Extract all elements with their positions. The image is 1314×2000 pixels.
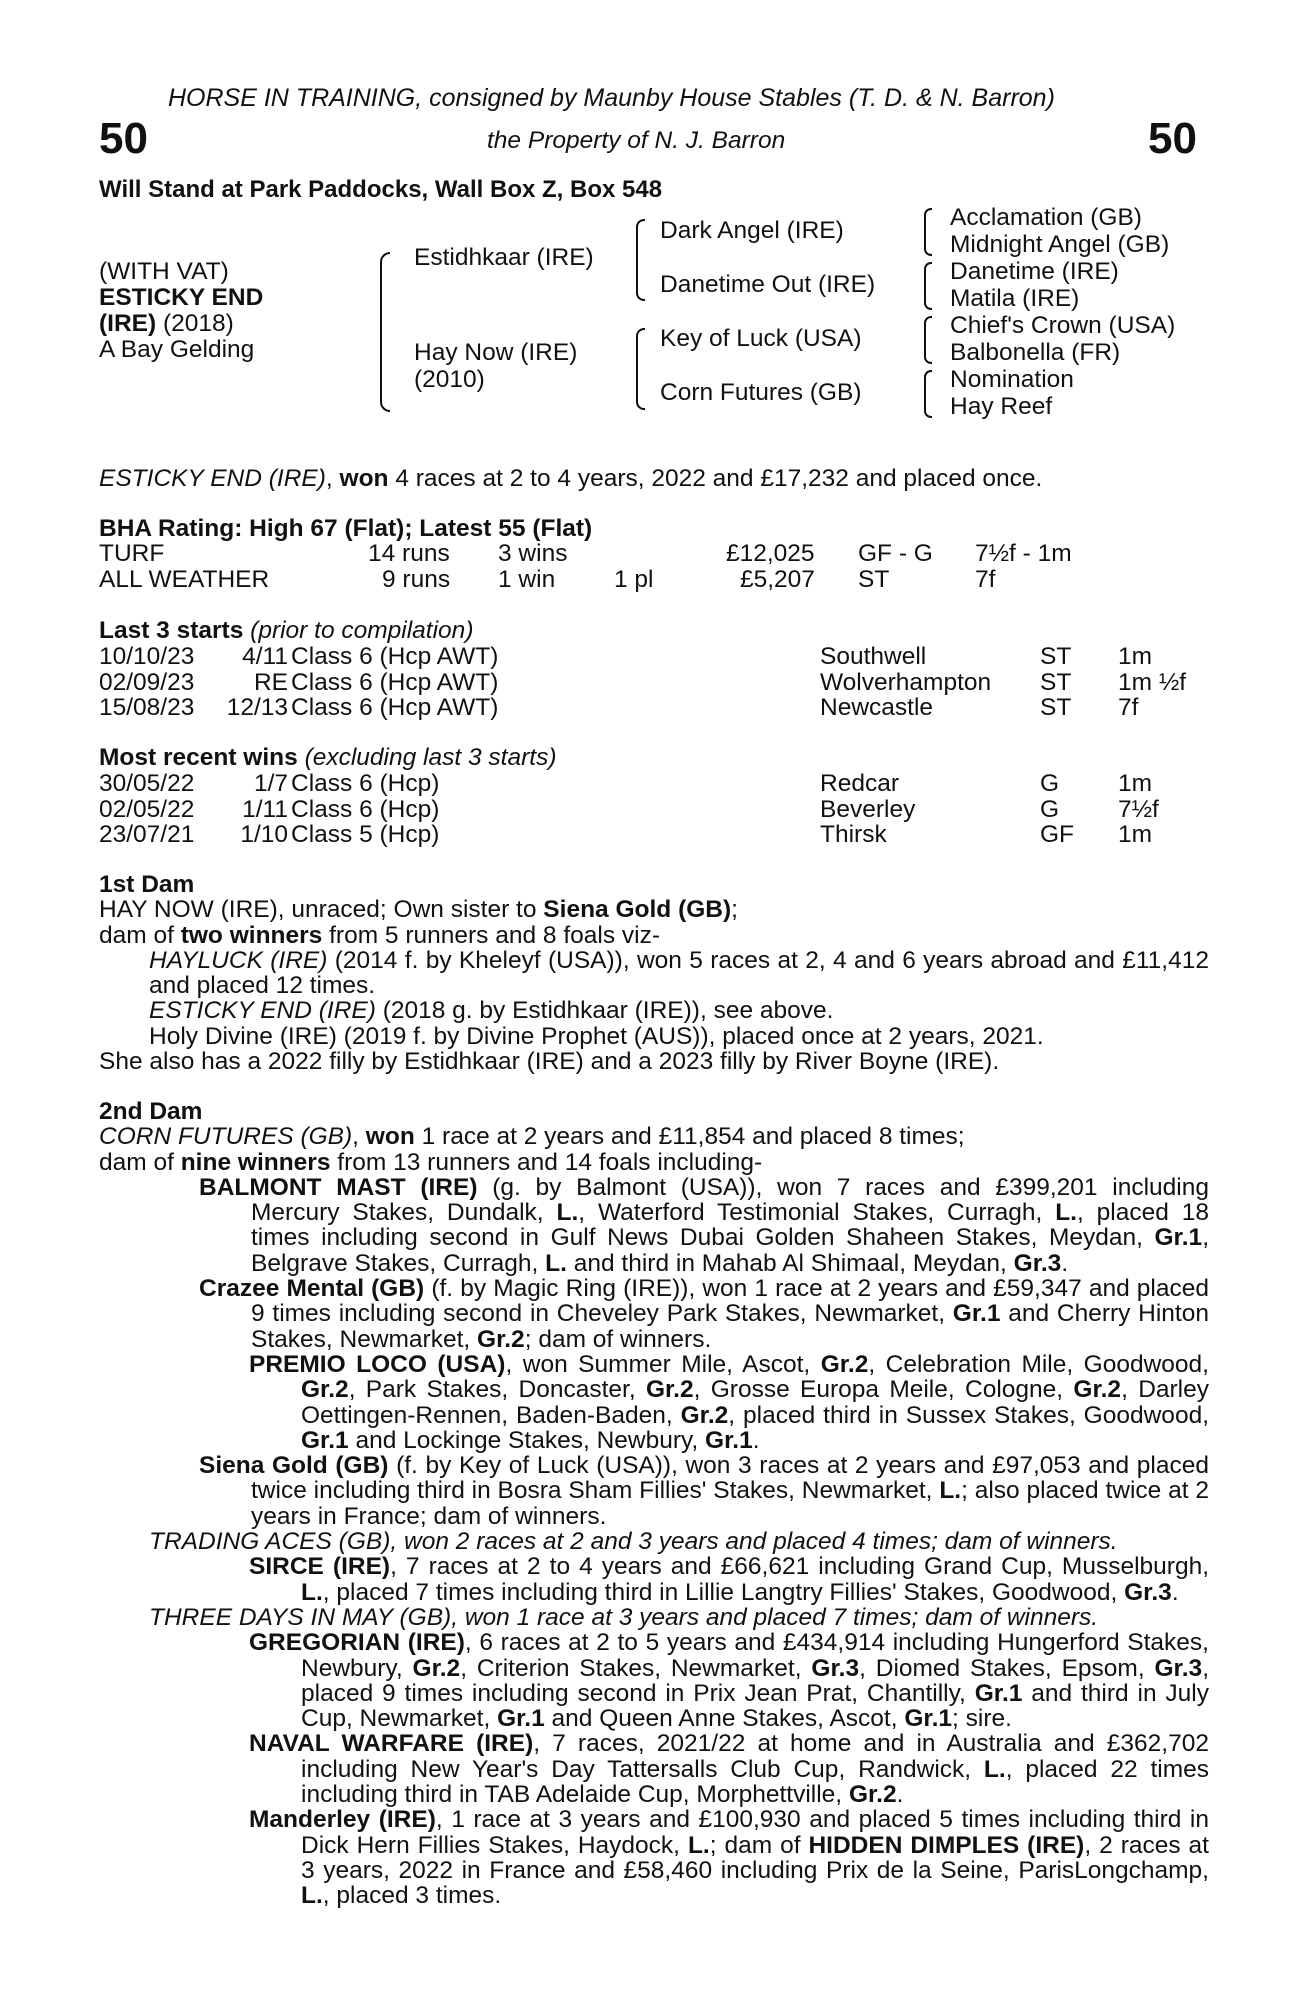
race-cell-course: Thirsk (820, 821, 887, 848)
sd-l1b: , (352, 1123, 366, 1151)
race-cell-pos: 12/13 (226, 694, 288, 721)
race-summary: ESTICKY END (IRE), won 4 races at 2 to 4 years, 2022 and £17,232 and placed once. (99, 465, 1043, 492)
text-segment: L. (687, 1831, 710, 1859)
text-segment: , won 1 race at 3 years and placed 7 times; dam of winners. (451, 1603, 1099, 1631)
ped-sds: Danetime (IRE) (950, 258, 1119, 285)
text-segment: . (1061, 1249, 1069, 1277)
rating-wins-aw: 1 win (498, 566, 556, 593)
text-segment: Gr.2 (680, 1401, 729, 1429)
first-dam-produce-1 (99, 948, 1209, 999)
brace-dd (924, 370, 932, 418)
rating-row (99, 541, 164, 566)
text-segment: HIDDEN DIMPLES (IRE) (808, 1831, 1085, 1859)
race-cell-date: 23/07/21 (99, 821, 195, 848)
first-dam-section (99, 872, 1209, 1074)
race-cell-pos: 1/10 (240, 821, 288, 848)
second-dam-line1 (99, 1124, 1209, 1149)
text-segment: and Lockinge Stakes, Newbury, (348, 1426, 706, 1454)
produce-siena (99, 1453, 1209, 1529)
sire-name: Estidhkaar (IRE) (414, 244, 594, 271)
text-segment: , placed 9 times including second in Prix Jean Prat, Chantilly, (301, 1654, 1209, 1707)
text-segment: (f. by Magic Ring (IRE)), won 1 race at 2 years and £59,347 and placed 9 times including second in Cheveley Park Stakes, Newmarket, (251, 1275, 1210, 1328)
text-segment: L. (983, 1755, 1006, 1783)
race-cell-date: 30/05/22 (99, 770, 195, 797)
text-segment: Crazee Mental (GB) (199, 1275, 425, 1303)
text-segment: , 6 races at 2 to 5 years and £434,914 including Hungerford Stakes, Newbury, (301, 1629, 1209, 1682)
summary-rest: 4 races at 2 to 4 years, 2022 and £17,232 and placed once. (388, 465, 1043, 492)
rating-dist: 7½f - 1m (975, 540, 1072, 567)
race-cell-course: Beverley (820, 795, 916, 823)
produce-premio (99, 1352, 1209, 1453)
race-cell-course: Wolverhampton (820, 668, 992, 696)
brace-dam (636, 328, 645, 410)
text-segment: , Darley Oettingen-Rennen, Baden-Baden, (301, 1376, 1209, 1429)
text-segment: , Park Stakes, Doncaster, (348, 1376, 646, 1404)
race-cell-cls: Class 6 (Hcp) (291, 770, 440, 797)
text-segment: Gr.2 (477, 1325, 525, 1353)
sd-l2c: from 13 runners and 14 foals including- (330, 1148, 763, 1176)
text-segment: L. (301, 1578, 323, 1606)
race-cell-course: Southwell (820, 643, 927, 670)
fd-p1a: HAYLUCK (IRE) (149, 946, 328, 974)
text-segment: (f. by Key of Luck (USA)), won 3 races at 2 years and £97,053 and placed twice including third in Bosra Sham Fillies' Stakes, Newmarket, (251, 1452, 1209, 1505)
produce-naval (99, 1731, 1209, 1807)
text-segment: (g. by Balmont (USA)), won 7 races and £399,201 including Mercury Stakes, Dundalk, (251, 1173, 1209, 1227)
text-segment: Gr.3 (1154, 1654, 1203, 1682)
produce-gregorian (99, 1630, 1209, 1731)
rating-wins: 3 wins (498, 540, 568, 567)
text-segment: , won Summer Mile, Ascot, (505, 1350, 821, 1378)
race-cell-dist: 1m (1118, 770, 1153, 797)
second-dam-section (99, 1099, 1209, 1909)
brace-sd (924, 262, 932, 310)
summary-won: won (339, 465, 389, 492)
sd-l1d: 1 race at 2 years and £11,854 and placed 8 times; (414, 1123, 965, 1151)
text-segment: BALMONT MAST (IRE) (199, 1173, 478, 1201)
race-cell-cls: Class 5 (Hcp) (291, 821, 440, 848)
sd-l2b: nine winners (180, 1148, 331, 1176)
dam-year: (2010) (414, 366, 485, 393)
horse-name: ESTICKY END (99, 284, 264, 311)
last-starts-note: (prior to compilation) (250, 617, 474, 644)
text-segment: , placed third in Sussex Stakes, Goodwood, (728, 1401, 1209, 1429)
lot-number-right: 50 (1148, 114, 1197, 163)
fd-l2a: dam of (99, 921, 181, 949)
race-cell-course: Redcar (820, 770, 899, 797)
text-segment: Gr.2 (848, 1781, 897, 1809)
stand-line: Will Stand at Park Paddocks, Wall Box Z, Box 548 (99, 176, 663, 203)
last-starts-heading (99, 618, 473, 643)
brace-ss (924, 208, 932, 256)
text-segment: , 2 races at 3 years, 2022 in France and £58,460 including Prix de la Seine, ParisLongchamp, (301, 1831, 1209, 1884)
text-segment: Gr.3 (1124, 1578, 1172, 1606)
text-segment: THREE DAYS IN MAY (GB) (149, 1603, 452, 1631)
text-segment: and third in Mahab Al Shimaal, Meydan, (566, 1249, 1014, 1277)
text-segment: L. (939, 1477, 962, 1505)
text-segment: Gr.1 (705, 1426, 753, 1454)
text-segment: ; dam of winners. (524, 1325, 712, 1353)
text-segment: , Diomed Stakes, Epsom, (859, 1654, 1155, 1682)
race-cell-going: G (1040, 770, 1060, 797)
text-segment: , 1 race at 3 years and £100,930 and placed 5 times including third in Dick Hern Fillies Stakes, Haydock, (301, 1806, 1210, 1859)
text-segment: . (896, 1781, 904, 1809)
text-segment: NAVAL WARFARE (IRE) (249, 1730, 534, 1758)
brace-main (380, 252, 390, 412)
horse-desc: A Bay Gelding (99, 336, 255, 363)
rating-dist-aw: 7f (975, 566, 996, 593)
race-cell-date: 10/10/23 (99, 643, 195, 670)
text-segment: GREGORIAN (IRE) (249, 1629, 465, 1657)
rating-prize: £12,025 (726, 540, 815, 567)
recent-wins-heading (99, 745, 556, 770)
rating-surface: TURF (99, 540, 165, 567)
race-cell-pos: RE (253, 668, 288, 696)
race-cell-going: GF (1040, 821, 1075, 848)
text-segment: , Celebration Mile, Goodwood, (868, 1350, 1209, 1378)
text-segment: SIRCE (IRE) (249, 1553, 391, 1581)
ped-sdd: Matila (IRE) (950, 285, 1080, 312)
race-cell-date: 15/08/23 (99, 694, 195, 721)
produce-crazee (99, 1276, 1209, 1352)
text-segment: L. (545, 1249, 567, 1277)
first-dam-produce-3: Holy Divine (IRE) (2019 f. by Divine Prophet (AUS)), placed once at 2 years, 2021. (149, 1022, 1044, 1050)
text-segment: ; also placed twice at 2 years in France; dam of winners. (251, 1477, 1210, 1530)
text-segment: Gr.1 (974, 1679, 1023, 1707)
text-segment: , Criterion Stakes, Newmarket, (460, 1654, 812, 1682)
fd-p2a: ESTICKY END (IRE) (149, 997, 376, 1025)
race-cell-dist: 7f (1118, 694, 1139, 721)
recent-wins-note: (excluding last 3 starts) (304, 744, 557, 771)
second-dam-line2 (99, 1150, 1209, 1175)
text-segment: . (752, 1426, 760, 1454)
text-segment: Gr.1 (952, 1300, 1001, 1328)
text-segment: ; sire. (952, 1705, 1012, 1733)
text-segment: TRADING ACES (GB) (149, 1528, 391, 1556)
text-segment: and third in July Cup, Newmarket, (301, 1679, 1209, 1733)
race-cell-date: 02/05/22 (99, 795, 195, 823)
race-cell-pos: 1/7 (253, 770, 288, 797)
second-dam-heading: 2nd Dam (99, 1098, 203, 1125)
ped-dsd: Balbonella (FR) (950, 339, 1121, 366)
first-dam-produce-4: She also has a 2022 filly by Estidhkaar (IRE) and a 2023 filly by River Boyne (IRE). (99, 1048, 1000, 1076)
race-cell-dist: 7½f (1118, 795, 1159, 823)
horse-origin-year (99, 311, 234, 336)
sire-dam: Danetime Out (IRE) (660, 271, 876, 298)
fd-p1b: (2014 f. by Kheleyf (USA)), won 5 races at 2, 4 and 6 years abroad and £11,412 and placed 12 times. (149, 946, 1209, 1000)
text-segment: and Queen Anne Stakes, Ascot, (544, 1705, 905, 1733)
race-cell-cls: Class 6 (Hcp AWT) (291, 668, 499, 696)
text-segment: Gr.2 (645, 1376, 694, 1404)
race-cell-cls: Class 6 (Hcp) (291, 795, 440, 823)
fd-l2c: from 5 runners and 8 foals viz- (322, 921, 660, 949)
race-cell-pos: 4/11 (242, 643, 288, 670)
lot-number-left: 50 (99, 114, 148, 163)
text-segment: Manderley (IRE) (249, 1806, 436, 1834)
text-segment: . (1171, 1578, 1179, 1606)
recent-wins-title: Most recent wins (99, 744, 298, 771)
text-segment: , won 2 races at 2 and 3 years and placed 4 times; dam of winners. (390, 1528, 1118, 1556)
sd-l1a: CORN FUTURES (GB) (99, 1123, 353, 1151)
summary-name: ESTICKY END (IRE) (99, 465, 326, 492)
text-segment: , placed 7 times including third in Lillie Langtry Fillies' Stakes, Goodwood, (322, 1578, 1125, 1606)
text-segment: , Grosse Europa Meile, Cologne, (693, 1376, 1074, 1404)
text-segment: Gr.1 (497, 1705, 545, 1733)
brace-ds (924, 316, 932, 364)
text-segment: , Waterford Testimonial Stakes, Curragh, (578, 1199, 1056, 1227)
sd-l2a: dam of (99, 1148, 181, 1176)
produce-balmont (99, 1175, 1209, 1276)
race-cell-dist: 1m ½f (1118, 668, 1187, 696)
race-cell-going: ST (1040, 643, 1072, 670)
ped-ssd: Midnight Angel (GB) (950, 231, 1170, 258)
race-cell-dist: 1m (1118, 643, 1153, 670)
consignment-line: HORSE IN TRAINING, consigned by Maunby House Stables (T. D. & N. Barron) (168, 84, 1055, 112)
text-segment: Gr.2 (1073, 1376, 1122, 1404)
ped-sss: Acclamation (GB) (950, 204, 1142, 231)
rating-heading: BHA Rating: High 67 (Flat); Latest 55 (Flat) (99, 515, 593, 542)
text-segment: Gr.3 (1013, 1249, 1062, 1277)
produce-sirce (99, 1554, 1209, 1605)
text-segment: Gr.1 (301, 1426, 349, 1454)
dam-name: Hay Now (IRE) (414, 339, 578, 366)
text-segment: , placed 22 times including third in TAB Adelaide Cup, Morphettville, (301, 1755, 1209, 1809)
text-segment: , placed 3 times. (322, 1882, 502, 1910)
text-segment: Siena Gold (GB) (199, 1452, 389, 1480)
sire-sire: Dark Angel (IRE) (660, 217, 844, 244)
race-cell-cls: Class 6 (Hcp AWT) (291, 643, 499, 670)
text-segment: , placed 18 times including second in Gulf News Dubai Golden Shaheen Stakes, Meydan, (251, 1199, 1209, 1252)
rating-going-aw: ST (858, 566, 890, 593)
fd-l1b: Siena Gold (GB) (543, 896, 732, 924)
fd-l1c: ; (731, 896, 738, 924)
race-cell-going: G (1040, 795, 1060, 823)
rating-runs-aw: 9 runs (382, 566, 451, 593)
horse-year: (2018) (162, 310, 234, 337)
rating-surface-aw: ALL WEATHER (99, 566, 270, 593)
fd-p2b: (2018 g. by Estidhkaar (IRE)), see above. (375, 997, 834, 1025)
ped-ddd: Hay Reef (950, 393, 1053, 420)
text-segment: Gr.2 (301, 1376, 349, 1404)
race-cell-pos: 1/11 (242, 795, 288, 823)
text-segment: Gr.2 (820, 1350, 869, 1378)
fd-l1a: HAY NOW (IRE), unraced; Own sister to (99, 896, 544, 924)
produce-manderley (99, 1807, 1209, 1908)
race-cell-date: 02/09/23 (99, 668, 195, 696)
text-segment: L. (1055, 1199, 1077, 1227)
text-segment: Gr.3 (811, 1654, 860, 1682)
rating-going: GF - G (858, 540, 933, 567)
ped-dds: Nomination (950, 366, 1074, 393)
rating-prize-aw: £5,207 (740, 566, 815, 593)
first-dam-produce-2 (99, 998, 1209, 1023)
first-dam-line1 (99, 897, 1209, 922)
text-segment: , Belgrave Stakes, Curragh, (251, 1224, 1209, 1277)
dam-sire: Key of Luck (USA) (660, 325, 862, 352)
race-cell-course: Newcastle (820, 694, 934, 721)
first-dam-line2 (99, 923, 1209, 948)
text-segment: and Cherry Hinton Stakes, Newmarket, (251, 1300, 1209, 1353)
text-segment: , 7 races, 2021/22 at home and in Australia and £362,702 including New Year's Day Tattersalls Club Cup, Randwick, (301, 1730, 1209, 1783)
ped-dss: Chief's Crown (USA) (950, 312, 1176, 339)
text-segment: L. (301, 1882, 323, 1910)
race-cell-cls: Class 6 (Hcp AWT) (291, 694, 499, 721)
produce-three (99, 1605, 1209, 1630)
text-segment: ; dam of (709, 1831, 809, 1859)
text-segment: L. (556, 1199, 579, 1227)
last-starts-title: Last 3 starts (99, 617, 244, 644)
dam-dam: Corn Futures (GB) (660, 379, 862, 406)
fd-l2b: two winners (180, 921, 323, 949)
produce-trading (99, 1529, 1209, 1554)
sd-l1c: won (365, 1123, 415, 1151)
text-segment: Gr.2 (412, 1654, 461, 1682)
rating-runs: 14 runs (368, 540, 450, 567)
text-segment: , 7 races at 2 to 4 years and £66,621 including Grand Cup, Musselburgh, (390, 1553, 1210, 1581)
text-segment: Gr.1 (1154, 1224, 1203, 1252)
vat-label: (WITH VAT) (99, 258, 229, 285)
first-dam-heading: 1st Dam (99, 871, 195, 898)
race-cell-going: ST (1040, 668, 1072, 696)
rating-placed-aw: 1 pl (614, 566, 654, 593)
text-segment: PREMIO LOCO (USA) (249, 1350, 506, 1378)
horse-origin: (IRE) (99, 310, 157, 337)
brace-sire (636, 219, 645, 301)
race-cell-going: ST (1040, 694, 1072, 721)
race-cell-dist: 1m (1118, 821, 1153, 848)
property-line: the Property of N. J. Barron (487, 127, 786, 154)
text-segment: Gr.1 (904, 1705, 953, 1733)
